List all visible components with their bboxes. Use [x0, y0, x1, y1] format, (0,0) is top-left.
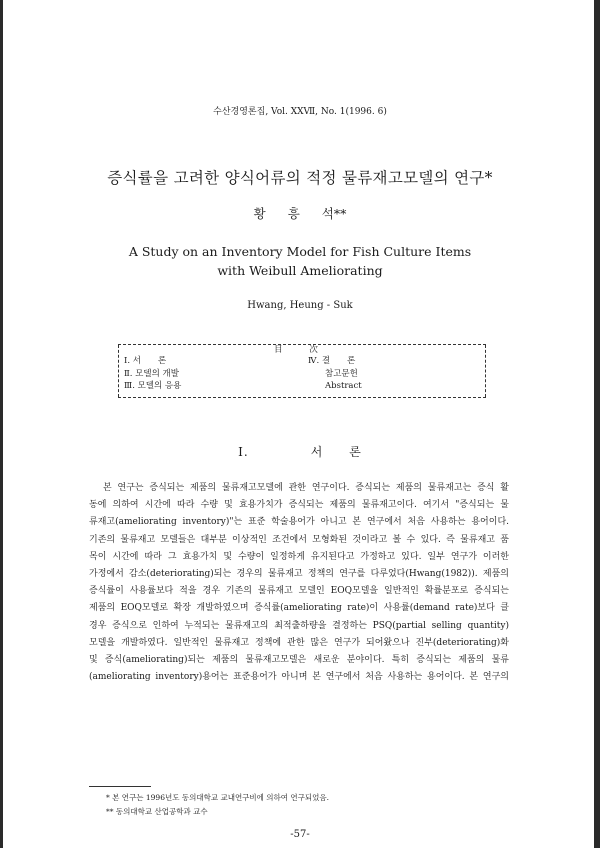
english-title-line: with Weibull Ameliorating [217, 263, 383, 278]
toc-item: 참고문헌 [325, 368, 358, 379]
body-text [89, 480, 509, 686]
scan-edge-left [0, 0, 3, 848]
footnote: ** 동의대학교 산업공학과 교수 [106, 807, 208, 816]
body-line: 기존의 물류재고 모델들은 대부분 이상적인 조건에서 모형화된 것이라고 볼 수 있다. 즉 물류재고 품 [89, 534, 509, 545]
body-line: 가정에서 감소(deteriorating)되는 경우의 물류재고 정책의 연구를 다루었다(Hwang(1982)). 제품의 [89, 569, 509, 580]
english-author: Hwang, Heung - Suk [247, 300, 353, 311]
section-number: Ⅰ. [238, 445, 249, 459]
journal-line: 수산경영론집, Vol. ⅩⅩⅦ, No. 1(1996. 6) [213, 107, 387, 117]
footnote-rule [89, 786, 151, 787]
toc-item: Ⅳ. 결 론 [308, 356, 356, 366]
english-title [0, 242, 600, 280]
body-line: 및 증식(ameliorating)되는 제품의 물류재고모델은 새로운 분야이다. 특히 증식되는 제품의 물류 [89, 655, 509, 666]
toc-item: Ⅱ. 모델의 개발 [124, 368, 179, 379]
section-heading [0, 443, 600, 460]
toc-left-column [124, 355, 181, 393]
scan-edge-right [594, 0, 600, 848]
korean-author: 황 흥 석** [253, 206, 347, 221]
body-line: 본 연구는 증식되는 제품의 물류재고모델에 관한 연구이다. 증식되는 제품의 물류재고는 증식 활 [103, 483, 509, 493]
body-line: 류재고(ameliorating inventory)"는 표준 학술용어가 아니고 본 연구에서 처음 사용하는 용어이다. [89, 517, 509, 528]
english-title-line: A Study on an Inventory Model for Fish Culture Items [128, 244, 472, 259]
toc-right-column [308, 355, 362, 393]
section-title: 서 론 [310, 445, 362, 459]
toc-item: Abstract [325, 381, 362, 391]
toc-title: 目 次 [266, 345, 338, 355]
body-line: 경우 증식으로 인하여 누적되는 물류재고의 최적출하량을 결정하는 PSQ(partial selling quantity) [89, 620, 509, 631]
body-line: 동에 의하여 시간에 따라 수량 및 효용가치가 증식되는 제품의 물류재고이다. 여기서 "증식되는 물 [89, 500, 509, 511]
body-line: 목이 시간에 따라 그 효용가치 및 수량이 일정하게 유지된다고 가정하고 있다. 일부 연구가 이러한 [89, 551, 509, 562]
toc-item: Ⅰ. 서 론 [124, 356, 167, 366]
footnote: * 본 연구는 1996년도 동의대학교 교내연구비에 의하여 연구되었음. [106, 793, 330, 802]
table-of-contents [118, 344, 486, 398]
body-line: 증식률이 사용률보다 적을 경우 기존의 물류재고 모델인 EOQ모델을 일반적인 확률분포로 증식되는 [89, 586, 509, 597]
page-number: -57- [290, 829, 310, 840]
toc-item: Ⅲ. 모델의 응용 [124, 381, 182, 391]
korean-title: 증식률을 고려한 양식어류의 적정 물류재고모델의 연구* [107, 169, 493, 187]
body-line: (ameliorating inventory)용어는 표준용어가 아니며 본 연구에서 처음 사용하는 용어이다. 본 연구의 [89, 672, 509, 683]
body-line: 모델을 개발하였다. 일반적인 물류재고 정책에 관한 많은 연구가 되어왔으나 진부(deteriorating)화 [89, 637, 509, 648]
body-line: 제품의 EOQ모델로 확장 개발하였으며 증식률(ameliorating rate)이 사용률(demand rate)보다 클 [89, 603, 509, 614]
